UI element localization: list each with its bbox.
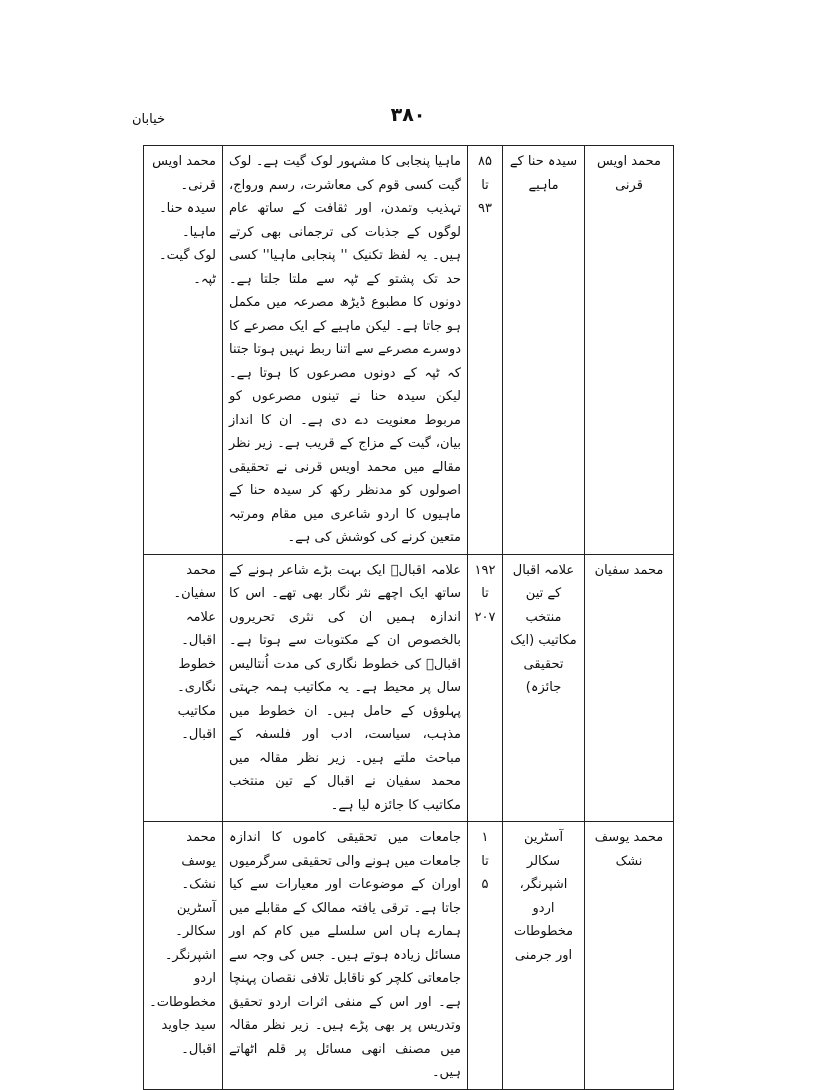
page-start: ۱۹۲ — [474, 562, 496, 578]
keyword: سیدہ حنا۔ — [159, 201, 216, 216]
keyword: محمد یوسف نشک۔ — [181, 830, 216, 892]
page-start: ۸۵ — [478, 154, 492, 169]
keyword: محمد سفیان۔ — [173, 562, 216, 601]
keyword: اشپرنگر۔ — [164, 947, 216, 963]
table-row — [144, 554, 674, 822]
keyword: ٹپہ۔ — [193, 271, 216, 287]
author-cell: محمد اویس قرنی — [585, 146, 674, 555]
keyword: اردو مخطوطات۔ — [149, 971, 216, 1010]
page-end: ۹۳ — [478, 201, 492, 216]
page-number: ۳۸۰ — [390, 104, 426, 126]
author-cell: محمد یوسف نشک — [585, 822, 674, 1090]
keyword: لوک گیت۔ — [159, 248, 216, 263]
article-index-table — [143, 145, 674, 1090]
pages-cell — [468, 146, 503, 555]
keyword: ماہیا۔ — [181, 224, 216, 240]
table-row — [144, 822, 674, 1090]
keywords-cell — [144, 146, 223, 555]
page-to: تا — [481, 853, 489, 869]
keywords-cell — [144, 554, 223, 822]
keywords-cell — [144, 822, 223, 1090]
page-to: تا — [481, 586, 489, 601]
page-end: ۵ — [481, 877, 489, 892]
page-start: ۱ — [481, 830, 489, 845]
keyword: مکاتیب اقبال۔ — [177, 703, 216, 742]
keyword: سید جاوید اقبال۔ — [161, 1018, 216, 1057]
journal-name: خیابان — [132, 112, 166, 127]
keyword: محمد اویس قرنی۔ — [152, 154, 216, 193]
title-cell: علامہ اقبال کے تین منتخب مکاتیب (ایک تحقیقی جائزہ) — [503, 554, 585, 822]
author-cell: محمد سفیان — [585, 554, 674, 822]
summary-cell: جامعات میں تحقیقی کاموں کا اندازہ جامعات میں ہونے والی تحقیقی سرگرمیوں اوران کے موضوعات اور معیارات سے کیا جاتا ہے۔ ترقی یافتہ ممالک کے مقابلے میں ہمارے ہاں اس سلسلے میں کام کم اور مسائل زیادہ ہوتے ہیں۔ جس کی وجہ سے جامعاتی کلچر کو ناقابل تلافی نقصان پہنچا ہے۔ اور اس کے منفی اثرات اردو تحقیق وتدریس پر بھی پڑے ہیں۔ زیر نظر مقالہ میں مصنف انھی مسائل پر قلم اٹھاتے ہیں۔ — [223, 822, 468, 1090]
summary-cell: ماہیا پنجابی کا مشہور لوک گیت ہے۔ لوک گیت کسی قوم کی معاشرت، رسم ورواج، تہذیب وتمدن، اور ثقافت کے ساتھ عام لوگوں کے جذبات کی ترجمانی بھی کرتے ہیں۔ یہ لفظ تکنیک '' پنجابی ماہیا'' کسی حد تک پشتو کے ٹپہ سے ملتا جلتا ہے۔ دونوں کا مطبوع ڈیڑھ مصرعہ میں مکمل ہو جاتا ہے۔ لیکن ماہیے کے ایک مصرعے کا دوسرے مصرعے سے اتنا ربط نہیں ہوتا جتنا کہ ٹپہ کے دونوں مصرعوں کا ہوتا ہے۔ لیکن سیدہ حنا نے تینوں مصرعوں کو مربوط معنویت دے دی ہے۔ ان کا انداز بیان، گیت کے مزاج کے قریب ہے۔ زیر نظر مقالے میں محمد اویس قرنی نے تحقیقی اصولوں کو مدنظر رکھ کر سیدہ حنا کے ماہیوں کا اردو شاعری میں مقام ومرتبہ متعین کرنے کی کوشش کی ہے۔ — [223, 146, 468, 555]
table-row — [144, 146, 674, 555]
page-end: ۲۰۷ — [474, 609, 496, 625]
page-to: تا — [481, 177, 489, 193]
summary-cell: علامہ اقبالؒ ایک بہت بڑے شاعر ہونے کے ساتھ ایک اچھے نثر نگار بھی تھے۔ اس کا اندازہ ہمیں ان کی نثری تحریروں بالخصوص ان کے مکتوبات سے ہوتا ہے۔ اقبالؒ کی خطوط نگاری کی مدت اُنتالیس سال پر محیط ہے۔ یہ مکاتیب ہمہ جہتی پہلوؤں کے حامل ہیں۔ ان خطوط میں مذہب، سیاست، ادب اور فلسفہ کے مباحث ملتے ہیں۔ زیر نظر مقالہ میں محمد سفیان نے اقبال کے تین منتخب مکاتیب کا جائزہ لیا ہے۔ — [223, 554, 468, 822]
keyword: خطوط نگاری۔ — [177, 656, 216, 695]
title-cell: آسٹرین سکالر اشپرنگر، اردو مخطوطات اور جرمنی — [503, 822, 585, 1090]
title-cell: سیدہ حنا کے ماہیے — [503, 146, 585, 555]
pages-cell — [468, 554, 503, 822]
pages-cell — [468, 822, 503, 1090]
keyword: آسٹرین سکالر۔ — [175, 900, 216, 939]
keyword: علامہ اقبال۔ — [181, 609, 216, 648]
